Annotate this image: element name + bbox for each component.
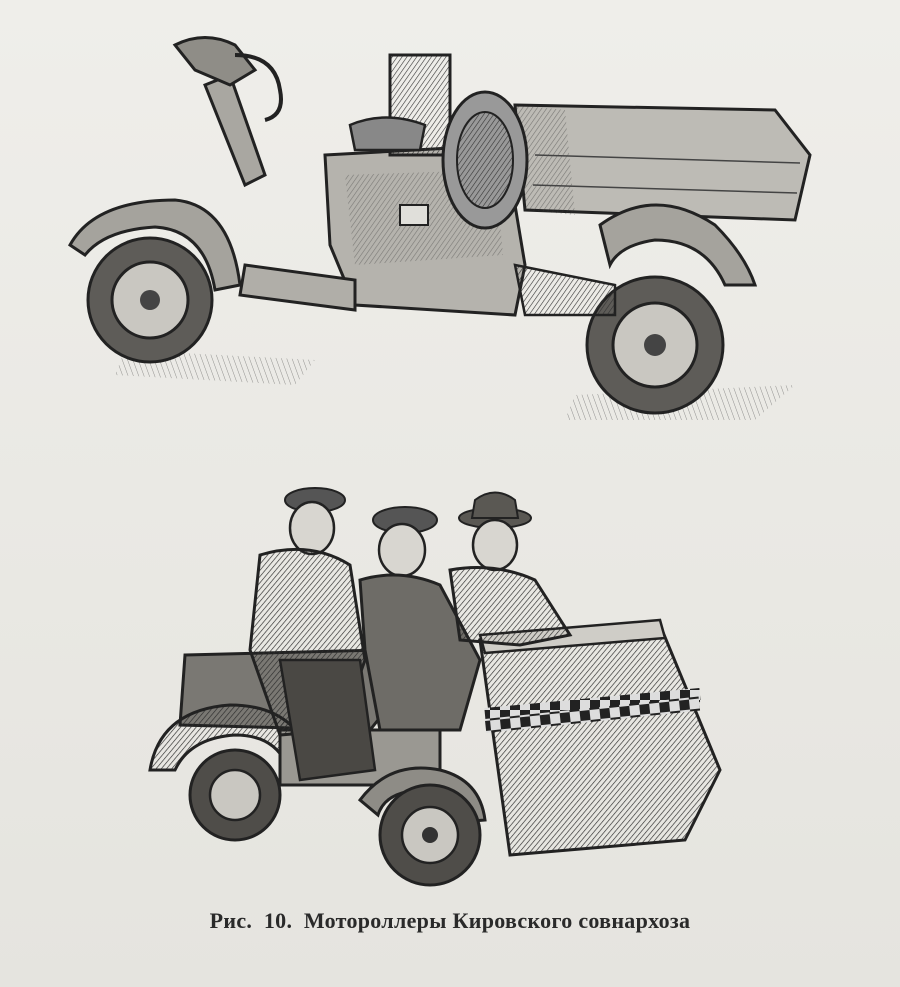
cargo-scooter-illustration <box>55 15 825 430</box>
caption-text: Мотороллеры Кировского совнархоза <box>303 908 691 933</box>
caption-number: 10. <box>263 908 293 933</box>
figure-caption <box>0 908 900 934</box>
caption-prefix: Рис. <box>209 908 253 933</box>
taxi-scooter-with-passengers-illustration <box>140 470 740 890</box>
